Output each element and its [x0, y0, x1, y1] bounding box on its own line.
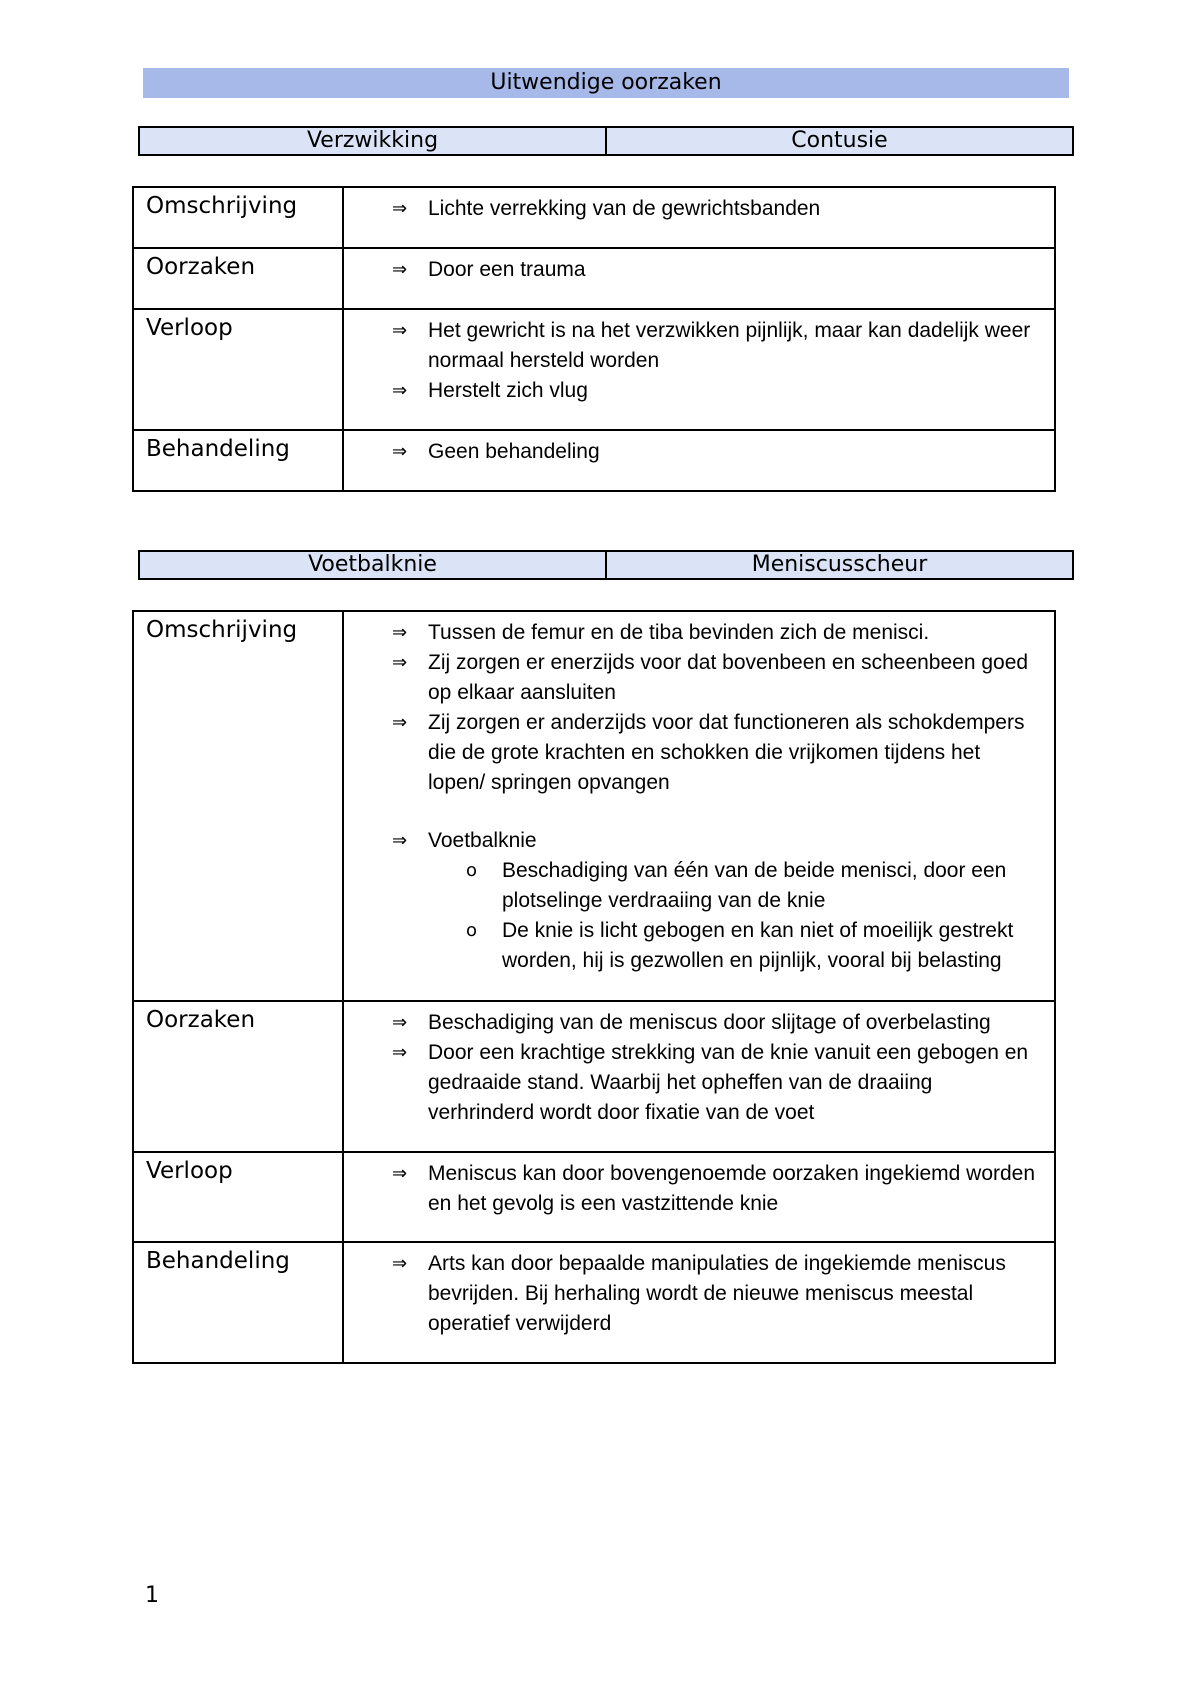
- arrow-icon: ⇒: [392, 380, 408, 401]
- list-item: ⇒ Beschadiging van de meniscus door slijtage of overbelasting: [392, 1008, 1042, 1038]
- sub-list-item: o De knie is licht gebogen en kan niet of moeilijk gestrekt worden, hij is gezwollen en pijnlijk, vooral bij belasting: [466, 916, 1042, 976]
- list-item: ⇒ Door een trauma: [392, 255, 1042, 285]
- arrow-icon: ⇒: [392, 441, 408, 462]
- arrow-icon: ⇒: [392, 652, 408, 673]
- header-meniscusscheur: Meniscusscheur: [605, 552, 1072, 578]
- table-row: [133, 309, 1055, 430]
- arrow-icon: ⇒: [392, 712, 408, 733]
- list-item: ⇒ Meniscus kan door bovengenoemde oorzaken ingekiemd worden en het gevolg is een vastzittende knie: [392, 1159, 1042, 1219]
- section1-header-table: [138, 126, 1074, 156]
- list-item: ⇒ Zij zorgen er anderzijds voor dat functioneren als schokdempers die de grote krachten en schokken die vrijkomen tijdens het lopen/ springen opvangen: [392, 708, 1042, 798]
- circle-bullet-icon: o: [466, 920, 478, 941]
- list-item: ⇒ Geen behandeling: [392, 437, 1042, 467]
- page-number: 1: [145, 1583, 159, 1608]
- table-row: [133, 248, 1055, 309]
- row-label: Behandeling: [133, 430, 343, 491]
- section2-header-table: [138, 550, 1074, 580]
- arrow-icon: ⇒: [392, 1042, 408, 1063]
- header-contusie: Contusie: [605, 128, 1072, 154]
- arrow-icon: ⇒: [392, 622, 408, 643]
- table-row: [133, 1242, 1055, 1363]
- list-item: ⇒ Arts kan door bepaalde manipulaties de ingekiemde meniscus bevrijden. Bij herhaling wordt de nieuwe meniscus meestal operatief verwijderd: [392, 1249, 1042, 1339]
- list-item: ⇒ Herstelt zich vlug: [392, 376, 1042, 406]
- list-item: ⇒ Het gewricht is na het verzwikken pijnlijk, maar kan dadelijk weer normaal hersteld worden: [392, 316, 1042, 376]
- sub-list-item: o Beschadiging van één van de beide menisci, door een plotselinge verdraaiing van de knie: [466, 856, 1042, 916]
- header-voetbalknie: Voetbalknie: [308, 552, 437, 577]
- row-label: Omschrijving: [133, 611, 343, 1001]
- list-item: ⇒ Zij zorgen er enerzijds voor dat bovenbeen en scheenbeen goed op elkaar aansluiten: [392, 648, 1042, 708]
- row-label: Verloop: [133, 309, 343, 430]
- row-label: Behandeling: [133, 1242, 343, 1363]
- section2-info-table: [132, 610, 1056, 1364]
- row-content: [343, 611, 1055, 1001]
- row-label: Omschrijving: [133, 187, 343, 248]
- page-title-banner: Uitwendige oorzaken: [143, 68, 1069, 98]
- list-item: ⇒ Voetbalknie o Beschadiging van één van de beide menisci, door een plotselinge verdraaiing van de knie o De knie is licht gebogen en kan niet of moeilijk gestrekt worden, hij is gezwollen en pijnlijk, vooral bij belasting: [392, 826, 1042, 976]
- row-content: [343, 309, 1055, 430]
- arrow-icon: ⇒: [392, 320, 408, 341]
- row-content: [343, 187, 1055, 248]
- row-content: [343, 1001, 1055, 1152]
- table-row: [133, 187, 1055, 248]
- row-content: [343, 1152, 1055, 1242]
- arrow-icon: ⇒: [392, 1163, 408, 1184]
- table-row: [133, 430, 1055, 491]
- arrow-icon: ⇒: [392, 830, 408, 851]
- table-row: [133, 1152, 1055, 1242]
- list-item: ⇒ Tussen de femur en de tiba bevinden zich de menisci.: [392, 618, 1042, 648]
- row-label: Oorzaken: [133, 1001, 343, 1152]
- row-content: [343, 248, 1055, 309]
- header-verzwikking: Verzwikking: [306, 128, 439, 153]
- arrow-icon: ⇒: [392, 1253, 408, 1274]
- list-item: ⇒ Lichte verrekking van de gewrichtsbanden: [392, 194, 1042, 224]
- row-content: [343, 430, 1055, 491]
- arrow-icon: ⇒: [392, 1012, 408, 1033]
- row-content: [343, 1242, 1055, 1363]
- row-label: Oorzaken: [133, 248, 343, 309]
- arrow-icon: ⇒: [392, 259, 408, 280]
- list-item: ⇒ Door een krachtige strekking van de knie vanuit een gebogen en gedraaide stand. Waarbij het opheffen van de draaiing verhrinderd wordt door fixatie van de voet: [392, 1038, 1042, 1128]
- circle-bullet-icon: o: [466, 860, 478, 881]
- row-label: Verloop: [133, 1152, 343, 1242]
- arrow-icon: ⇒: [392, 198, 408, 219]
- section1-info-table: [132, 186, 1056, 492]
- table-row: [133, 1001, 1055, 1152]
- table-row: [133, 611, 1055, 1001]
